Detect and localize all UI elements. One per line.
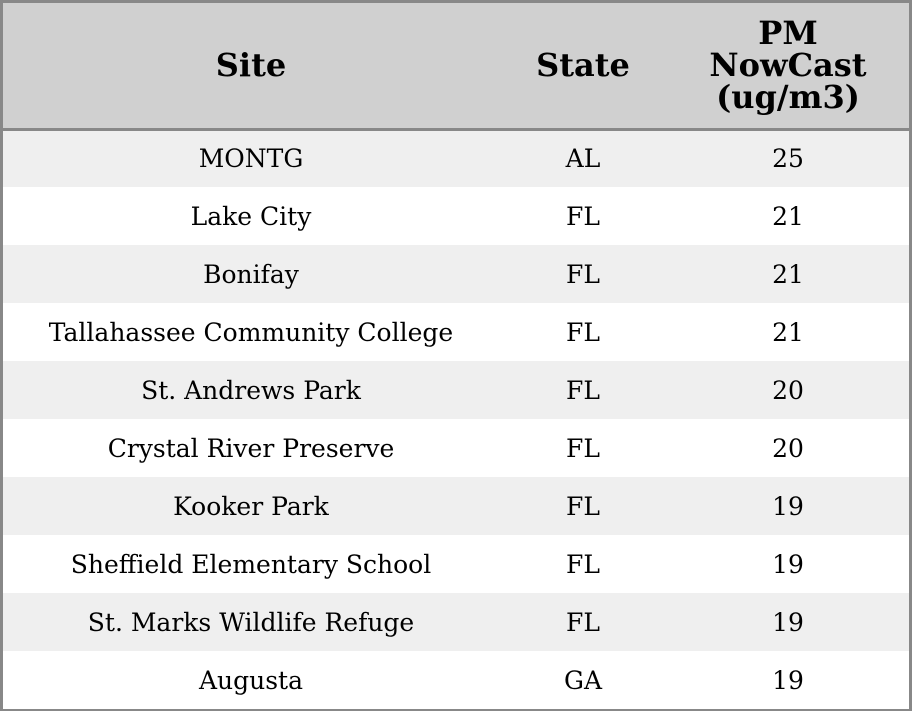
cell-site: Lake City [190,201,312,231]
cell-site: Bonifay [203,259,299,289]
cell-site: MONTG [198,144,304,174]
table-row [3,593,909,651]
header-pm-line2: NowCast [709,46,867,85]
cell-site: Crystal River Preserve [107,433,395,463]
cell-pm: 21 [772,259,804,289]
cell-state: FL [566,491,600,521]
cell-site: St. Andrews Park [141,375,361,405]
cell-state: FL [566,549,600,579]
header-pm-line1: PM [758,14,818,53]
cell-pm: 21 [772,317,804,347]
table-row [3,651,909,709]
cell-state: FL [566,259,600,289]
cell-state: GA [563,665,603,695]
data-table [3,3,909,709]
cell-site: Tallahassee Community College [48,317,454,347]
header-row [3,3,909,129]
cell-pm: 19 [772,491,804,521]
cell-pm: 20 [772,375,804,405]
cell-site: Kooker Park [173,491,329,521]
cell-state: FL [566,433,600,463]
cell-site: St. Marks Wildlife Refuge [87,607,415,637]
cell-pm: 19 [772,549,804,579]
header-pm-line3: (ug/m3) [716,78,860,117]
cell-site: Sheffield Elementary School [70,549,432,579]
table-header [3,3,909,129]
table-row [3,187,909,245]
cell-state: FL [566,375,600,405]
table-body [3,129,909,709]
cell-state: FL [566,317,600,347]
header-pm-nowcast [667,3,909,129]
cell-state: FL [566,607,600,637]
table-row [3,535,909,593]
table-row [3,129,909,187]
header-site: Site [3,3,499,129]
cell-site: Augusta [198,665,304,695]
cell-pm: 21 [772,201,804,231]
table-row [3,245,909,303]
cell-pm: 25 [772,144,804,174]
table-row [3,419,909,477]
cell-state: FL [566,201,600,231]
table-row [3,361,909,419]
cell-pm: 20 [772,433,804,463]
table-row [3,303,909,361]
header-state: State [499,3,667,129]
table-row [3,477,909,535]
cell-pm: 19 [772,665,804,695]
cell-pm: 19 [772,607,804,637]
cell-state: AL [565,144,601,174]
